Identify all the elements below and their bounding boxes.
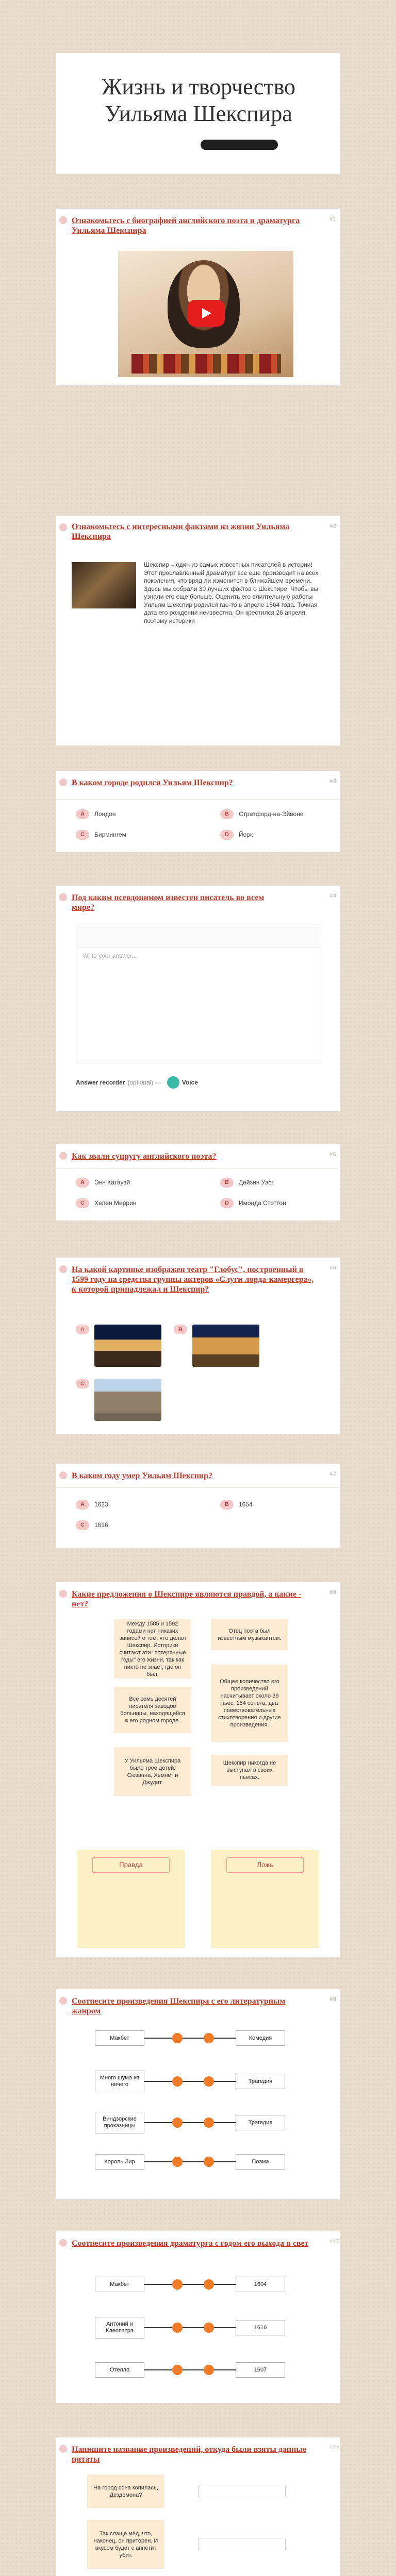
match-dot[interactable]: [172, 2323, 183, 2333]
question-quotes: Напишите название произведений, откуда были взяты данные цитаты #11 На город сона копилась, Дездемона? Так слаще мёд, что, наконец, он приторен, И вкусом будет с аппетит убит.: [56, 2437, 340, 2576]
section-tag: [59, 2445, 67, 2453]
false-label: Ложь: [226, 1857, 304, 1873]
section-tag: [59, 1590, 67, 1598]
match-right-item[interactable]: Поэма: [236, 2154, 285, 2170]
question-genre-match: Соотнесите произведения Шекспира с его литературным жанром #9 Макбет Много шума из ничего Виндзорские проказницы Король Лир Комедия Трагедия Трагедия Поэма: [56, 1989, 340, 2200]
statement-card[interactable]: Все семь десятей писателя заводов больницы, находящейся в его родном городе.: [114, 1687, 191, 1733]
match-dot[interactable]: [172, 2365, 183, 2375]
section-tag: [59, 216, 67, 224]
match-left-item[interactable]: Виндзорские проказницы: [95, 2112, 144, 2133]
answer-option[interactable]: D Йорк: [220, 827, 253, 842]
match-dot[interactable]: [172, 2076, 183, 2087]
match-dot[interactable]: [204, 2117, 214, 2128]
header-underline: [201, 140, 278, 150]
question-title: Под каким псевдонимом известен писатель во всем мире?: [72, 893, 265, 912]
match-dot[interactable]: [172, 2279, 183, 2290]
theatre-image: [94, 1325, 161, 1367]
match-right-item[interactable]: 1607: [236, 2362, 285, 2378]
match-dot[interactable]: [172, 2157, 183, 2167]
question-true-false: Какие предложения о Шекспире являются правдой, а какие - нет? #8 Между 1585 и 1592 годами нет никаких записей о том, что делал Шекспир. Историки считают эти "потерянные годы" его жизни, так как никто не знает, где он был. Отец поэта был известным музыкантом. Все семь десятей писателя заводов больницы, находящейся в его родном городе. Общее количество его произведений насчитывает около 39 пьес, 154 сонета, два повествовательных стихотворения и другие произведения. У Уильяма Шекспира было трое детей: Сюзанна, Хемнет и Джудит. Шекспир никогда не выступал в своих пьесах. Правда Ложь: [56, 1582, 340, 1958]
facts-title: Ознакомьтесь с интересными фактами из жизни Уильяма Шекспира: [72, 522, 290, 541]
answer-option[interactable]: A 1623: [76, 1497, 108, 1512]
answer-option[interactable]: B Дейзин Уэст: [220, 1175, 274, 1190]
answer-option[interactable]: C Хелен Меррин: [76, 1196, 136, 1210]
section-tag: [59, 2239, 67, 2247]
section-tag: [59, 1471, 67, 1479]
books-illustration: [131, 354, 281, 374]
answer-textarea[interactable]: [76, 927, 321, 1063]
question-pseudonym: Под каким псевдонимом известен писатель во всем мире? #4 Write your answer... Answer recorder (optional) — Voice: [56, 885, 340, 1112]
question-birth-city: В каком городе родился Уильям Шекспир? #3 A Лондон B Стратфорд-на-Эйвоне C Бирмингем D Йорк: [56, 770, 340, 853]
match-left-item[interactable]: Макбет: [95, 2277, 144, 2292]
section-tag: [59, 778, 67, 786]
image-option-a[interactable]: A: [76, 1325, 161, 1371]
quote-card: На город сона копилась, Дездемона?: [87, 2475, 164, 2508]
video-play-icon[interactable]: [188, 300, 225, 327]
match-right-item[interactable]: Трагедия: [236, 2074, 285, 2089]
match-left-item[interactable]: Макбет: [95, 2030, 144, 2046]
statement-card[interactable]: Отец поэта был известным музыкантом.: [211, 1619, 288, 1650]
question-death-year: В каком году умер Уильям Шекспир? #7 A 1623 B 1654 C 1616: [56, 1463, 340, 1548]
answer-option[interactable]: C 1616: [76, 1518, 108, 1532]
match-dot[interactable]: [172, 2117, 183, 2128]
section-tag: [59, 893, 67, 901]
match-right-item[interactable]: 1616: [236, 2320, 285, 2335]
quote-card: Так слаще мёд, что, наконец, он приторен, И вкусом будет с аппетит убит.: [87, 2520, 164, 2569]
question-title: Напишите название произведений, откуда были взяты данные цитаты: [72, 2445, 306, 2464]
question-year-match: Соотнесите произведения драматурга с годом его выхода в свет #10 Макбет Антоний и Клеопатра Отелло 1604 1616 1607: [56, 2231, 340, 2403]
question-title: В каком городе родился Уильям Шекспир?: [72, 778, 233, 787]
textarea-toolbar: [76, 927, 321, 948]
theatre-image: [94, 1379, 161, 1421]
facts-section: Ознакомьтесь с интересными фактами из жизни Уильяма Шекспира #2 Шекспир – один из самых известных писателей в истории! Этот прославленный драматург все еще производит на всех поколения, что вряд ли изменится в ближайшем времени. Здесь мы собрали 30 лучших фактов о Шекспире, Чтобы вы узнали его еще больше. Оценить его влиятельную работы Уильям Шекспир родился где-то в апреле 1564 года. Точная дата его рождения неизвестна. Он крестился 26 апреля, поэтому историки: [56, 515, 340, 746]
false-dropzone[interactable]: [211, 1850, 319, 1948]
section-tag: [59, 1152, 67, 1160]
mic-icon[interactable]: [167, 1076, 179, 1089]
question-title: Как звали супругу английского поэта?: [72, 1152, 217, 1161]
statement-card[interactable]: Между 1585 и 1592 годами нет никаких записей о том, что делал Шекспир. Историки считают эти "потерянные годы" его жизни, так как никто не знает, где он был.: [114, 1619, 191, 1679]
image-option-c[interactable]: C: [76, 1379, 161, 1425]
question-wife: Как звали супругу английского поэта? #5 A Энн Катауэй B Дейзин Уэст C Хелен Меррин D Имонда Стоттон: [56, 1144, 340, 1221]
match-dot[interactable]: [204, 2323, 214, 2333]
answer-option[interactable]: A Лондон: [76, 807, 116, 821]
theatre-image: [192, 1325, 259, 1367]
facts-image: [72, 562, 136, 608]
statement-card[interactable]: Общее количество его произведений насчитывает около 39 пьес, 154 сонета, два повествовательных стихотворения и другие произведения.: [211, 1665, 288, 1742]
statement-card[interactable]: У Уильяма Шекспира было трое детей: Сюзанна, Хемнет и Джудит.: [114, 1747, 191, 1796]
true-label: Правда: [92, 1857, 170, 1873]
match-left-item[interactable]: Антоний и Клеопатра: [95, 2317, 144, 2338]
quote-answer-field[interactable]: [198, 2538, 286, 2551]
match-right-item[interactable]: 1604: [236, 2277, 285, 2292]
answer-recorder: Answer recorder (optional) — Voice: [76, 1076, 198, 1089]
video-player[interactable]: [118, 251, 293, 377]
true-dropzone[interactable]: [77, 1850, 185, 1948]
answer-option[interactable]: A Энн Катауэй: [76, 1175, 130, 1190]
match-dot[interactable]: [204, 2279, 214, 2290]
match-grid: [56, 1989, 341, 2200]
match-left-item[interactable]: Много шума из ничего: [95, 2071, 144, 2092]
question-title: Какие предложения о Шекспире являются правдой, а какие - нет?: [72, 1590, 302, 1608]
video-title: Ознакомьтесь с биографией английского поэта и драматурга Уильяма Шекспира: [72, 216, 300, 235]
answer-option[interactable]: B Стратфорд-на-Эйвоне: [220, 807, 304, 821]
statement-card[interactable]: Шекспир никогда не выступал в своих пьесах.: [211, 1755, 288, 1786]
match-right-item[interactable]: Трагедия: [236, 2115, 285, 2130]
voice-label: Voice: [182, 1079, 198, 1086]
match-dot[interactable]: [204, 2033, 214, 2043]
image-option-b[interactable]: B: [174, 1325, 259, 1371]
answer-option[interactable]: C Бирмингем: [76, 827, 126, 842]
match-dot[interactable]: [204, 2365, 214, 2375]
match-left-item[interactable]: Король Лир: [95, 2154, 144, 2170]
question-title: На какой картинке изображен театр "Глобус", построенный в 1599 году на средства группы актеров «Слуги лорда-камергера», к которой принадлежал и Шекспир?: [72, 1265, 314, 1294]
match-dot[interactable]: [204, 2157, 214, 2167]
match-dot[interactable]: [172, 2033, 183, 2043]
question-globe-theatre: На какой картинке изображен театр "Глобус", построенный в 1599 году на средства группы актеров «Слуги лорда-камергера», к которой принадлежал и Шекспир? #6 A B C: [56, 1257, 340, 1435]
match-left-item[interactable]: Отелло: [95, 2362, 144, 2378]
question-title: Соотнесите произведения драматурга с годом его выхода в свет: [72, 2239, 309, 2248]
quote-answer-field[interactable]: [198, 2485, 286, 2498]
facts-text: Шекспир – один из самых известных писателей в истории! Этот прославленный драматург все еще производит на всех поколения, что вряд ли изменится в ближайшем времени. Здесь мы собрали 30 лучших фактов о Шекспире, Чтобы вы узнали его еще больше. Оценить его влиятельную работы Уильям Шекспир родился где-то в апреле 1564 года. Точная дата его рождения неизвестна. Он крестился 26 апреля, поэтому историки: [144, 561, 319, 624]
question-title: В каком году умер Уильям Шекспир?: [72, 1471, 213, 1480]
question-title: Соотнесите произведения Шекспира с его литературным жанром: [72, 1997, 286, 2015]
page-title: Жизнь и творчество Уильяма Шекспира: [101, 74, 296, 126]
answer-option[interactable]: B 1654: [220, 1497, 253, 1512]
answer-placeholder: Write your answer...: [82, 952, 137, 959]
match-right-item[interactable]: Комедия: [236, 2030, 285, 2046]
video-section: Ознакомьтесь с биографией английского поэта и драматурга Уильяма Шекспира #1: [56, 208, 340, 386]
section-tag: [59, 523, 67, 531]
answer-option[interactable]: D Имонда Стоттон: [220, 1196, 286, 1210]
match-dot[interactable]: [204, 2076, 214, 2087]
header: [56, 53, 340, 174]
section-tag: [59, 1265, 67, 1273]
